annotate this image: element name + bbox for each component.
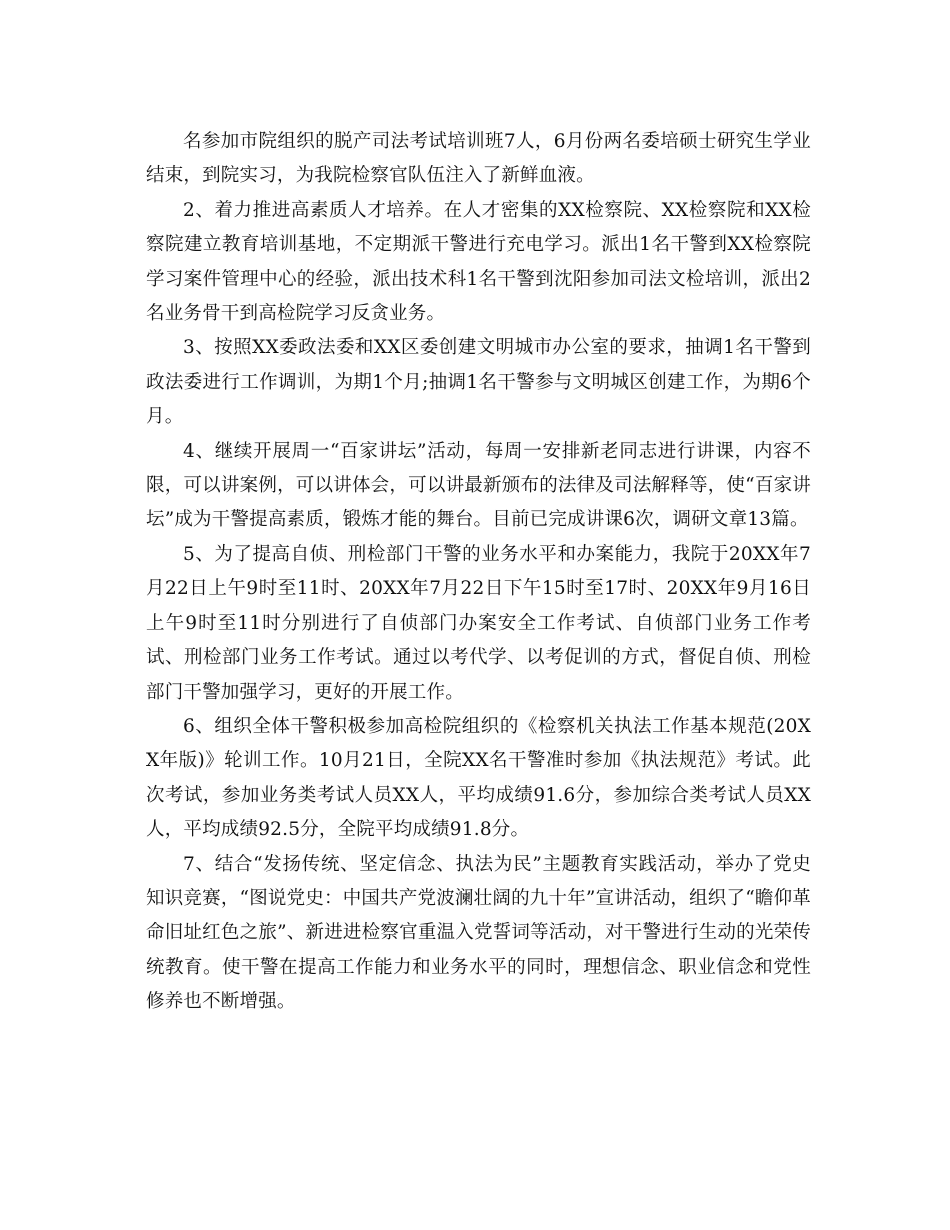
paragraph-item-4: 4、继续开展周一“百家讲坛”活动，每周一安排新老同志进行讲课，内容不限，可以讲案例，可以讲体会，可以讲最新颁布的法律及司法解释等，使“百家讲坛”成为干警提高素质，锻炼才能的舞台。目前已完成讲课6次，调研文章13篇。 — [146, 440, 811, 531]
paragraph-continuation: 名参加市院组织的脱产司法考试培训班7人，6月份两名委培硕士研究生学业结束，到院实习，为我院检察官队伍注入了新鲜血液。 — [146, 131, 811, 187]
paragraph-item-2: 2、着力推进高素质人才培养。在人才密集的XX检察院、XX检察院和XX检察院建立教育培训基地，不定期派干警进行充电学习。派出1名干警到XX检察院学习案件管理中心的经验，派出技术科1名干警到沈阳参加司法文检培训，派出2名业务骨干到高检院学习反贪业务。 — [146, 199, 811, 325]
paragraph-item-7: 7、结合“发扬传统、坚定信念、执法为民”主题教育实践活动，举办了党史知识竞赛，“图说党史：中国共产党波澜壮阔的九十年”宣讲活动，组织了“瞻仰革命旧址红色之旅”、新进进检察官重温入党誓词等活动，对干警进行生动的光荣传统教育。使干警在提高工作能力和业务水平的同时，理想信念、职业信念和党性修养也不断增强。 — [146, 853, 811, 1013]
paragraph-item-6: 6、组织全体干警积极参加高检院组织的《检察机关执法工作基本规范(20XX年版)》轮训工作。10月21日，全院XX名干警准时参加《执法规范》考试。此次考试，参加业务类考试人员XX人，平均成绩91.6分，参加综合类考试人员XX人，平均成绩92.5分，全院平均成绩91.8分。 — [146, 715, 811, 841]
paragraph-item-3: 3、按照XX委政法委和XX区委创建文明城市办公室的要求，抽调1名干警到政法委进行工作调训，为期1个月;抽调1名干警参与文明城区创建工作，为期6个月。 — [146, 337, 811, 428]
document-body — [146, 125, 811, 1020]
paragraph-item-5: 5、为了提高自侦、刑检部门干警的业务水平和办案能力，我院于20XX年7月22日上午9时至11时、20XX年7月22日下午15时至17时、20XX年9月16日上午9时至11时分别进行了自侦部门办案安全工作考试、自侦部门业务工作考试、刑检部门业务工作考试。通过以考代学、以考促训的方式，督促自侦、刑检部门干警加强学习，更好的开展工作。 — [146, 543, 811, 703]
